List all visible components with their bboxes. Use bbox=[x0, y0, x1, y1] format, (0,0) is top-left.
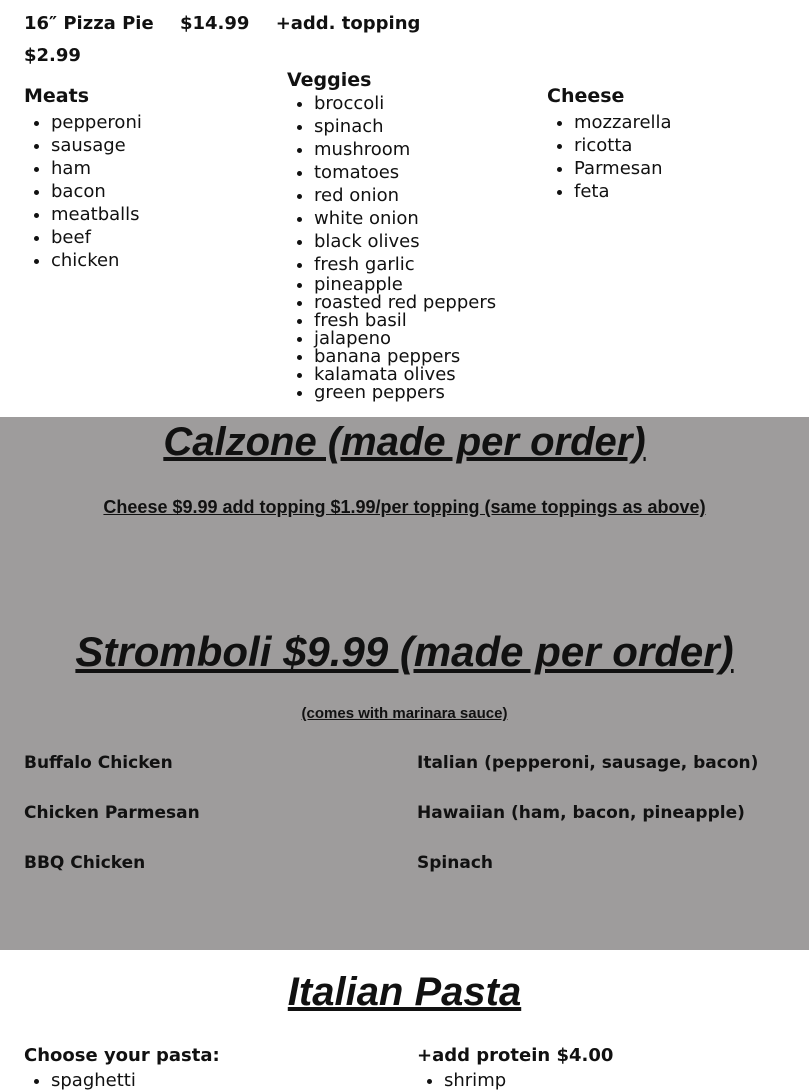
meats-column bbox=[24, 85, 142, 272]
calzone-title: Calzone (made per order) bbox=[163, 420, 646, 464]
add-topping-label: +add. topping bbox=[275, 13, 421, 34]
pizza-price: $14.99 bbox=[179, 13, 250, 34]
list-item: • sausage bbox=[51, 134, 142, 157]
stromboli-item: BBQ Chicken bbox=[24, 853, 146, 873]
list-item: • spinach bbox=[314, 115, 496, 138]
list-item: • red onion bbox=[314, 184, 496, 207]
list-item: • fresh garlic bbox=[314, 253, 496, 276]
list-item: • broccoli bbox=[314, 92, 496, 115]
list-item: • shrimp bbox=[444, 1069, 506, 1092]
protein-label: +add protein $4.00 bbox=[417, 1045, 614, 1066]
veggies-list bbox=[287, 92, 496, 402]
list-item: • roasted red peppers bbox=[314, 294, 496, 312]
list-item: • banana peppers bbox=[314, 348, 496, 366]
pizza-name: 16″ Pizza Pie bbox=[24, 13, 154, 34]
pizza-price-line bbox=[24, 13, 440, 34]
list-item: • green peppers bbox=[314, 384, 496, 402]
list-item: • beef bbox=[51, 226, 142, 249]
meats-heading: Meats bbox=[24, 85, 90, 107]
list-item: • tomatoes bbox=[314, 161, 496, 184]
stromboli-title: Stromboli $9.99 (made per order) bbox=[75, 628, 734, 675]
stromboli-item: Chicken Parmesan bbox=[24, 803, 200, 823]
veggies-heading: Veggies bbox=[287, 69, 372, 91]
list-item: • black olives bbox=[314, 230, 496, 253]
calzone-subtitle: Cheese $9.99 add topping $1.99/per topping (same toppings as above) bbox=[103, 497, 706, 517]
stromboli-item: Hawaiian (ham, bacon, pineapple) bbox=[417, 803, 745, 823]
pasta-choose-label: Choose your pasta: bbox=[24, 1045, 220, 1066]
list-item: • mushroom bbox=[314, 138, 496, 161]
topping-price: $2.99 bbox=[24, 45, 81, 66]
list-item: • meatballs bbox=[51, 203, 142, 226]
pizza-section bbox=[0, 0, 809, 417]
stromboli-item: Italian (pepperoni, sausage, bacon) bbox=[417, 753, 759, 773]
cheese-heading: Cheese bbox=[547, 85, 625, 107]
veggies-column bbox=[287, 69, 496, 402]
list-item: • Parmesan bbox=[574, 157, 672, 180]
stromboli-item: Buffalo Chicken bbox=[24, 753, 173, 773]
list-item: • white onion bbox=[314, 207, 496, 230]
list-item: • ricotta bbox=[574, 134, 672, 157]
cheese-list bbox=[547, 111, 672, 203]
pasta-title: Italian Pasta bbox=[287, 970, 522, 1014]
list-item: • mozzarella bbox=[574, 111, 672, 134]
list-item: • feta bbox=[574, 180, 672, 203]
list-item: • kalamata olives bbox=[314, 366, 496, 384]
list-item: • jalapeno bbox=[314, 330, 496, 348]
stromboli-item: Spinach bbox=[417, 853, 493, 873]
cheese-column bbox=[547, 85, 672, 203]
list-item: • spaghetti bbox=[51, 1069, 136, 1092]
stromboli-subtitle: (comes with marinara sauce) bbox=[301, 705, 508, 722]
list-item: • pineapple bbox=[314, 276, 496, 294]
meats-list bbox=[24, 111, 142, 272]
list-item: • fresh basil bbox=[314, 312, 496, 330]
list-item: • bacon bbox=[51, 180, 142, 203]
list-item: • pepperoni bbox=[51, 111, 142, 134]
list-item: • chicken bbox=[51, 249, 142, 272]
list-item: • ham bbox=[51, 157, 142, 180]
